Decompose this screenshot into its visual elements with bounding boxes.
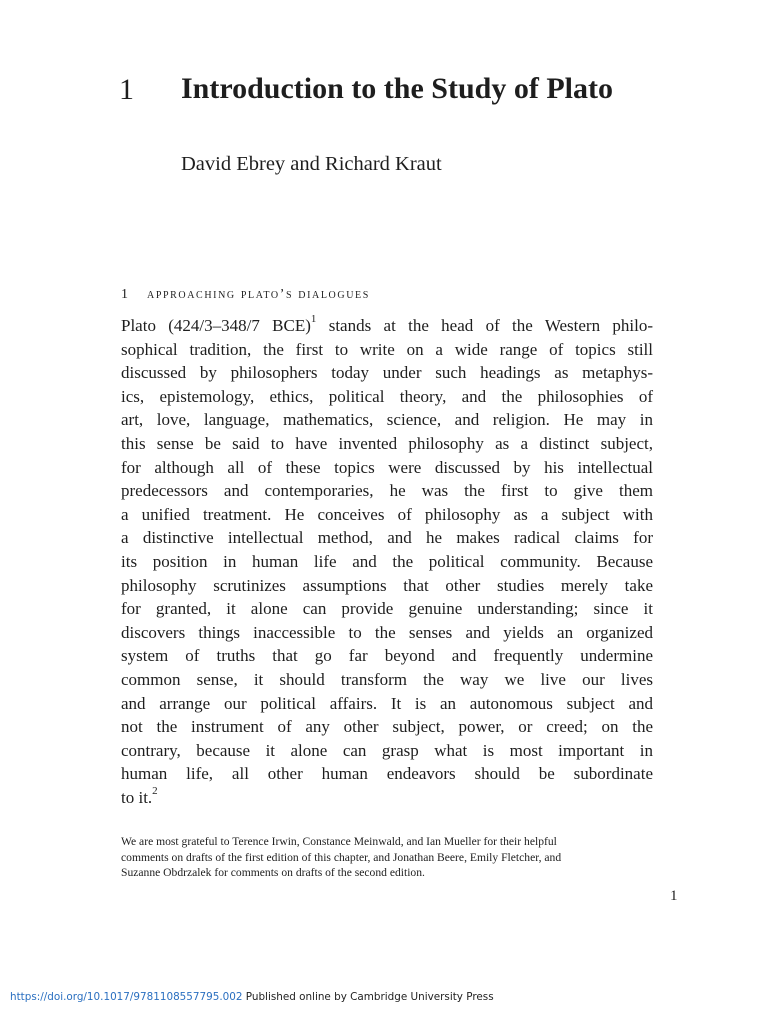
body-line-start: Plato (424/3–348/7 BCE) — [121, 316, 311, 335]
body-line: predecessors and contemporaries, he was the first to give them — [121, 481, 653, 501]
body-line: discovers things inaccessible to the senses and yields an organized — [121, 622, 653, 642]
body-paragraph — [121, 314, 653, 809]
chapter-number: 1 — [119, 73, 134, 106]
publisher-note: Published online by Cambridge University Press — [242, 991, 494, 1003]
footnote-ref[interactable]: 1 — [310, 313, 317, 326]
body-line: common sense, it should transform the way we live our lives — [121, 669, 653, 689]
body-line: a unified treatment. He conceives of philosophy as a subject with — [121, 504, 653, 524]
body-line-rest: stands at the head of the Western philo- — [328, 316, 654, 335]
body-line: its position in human life and the political community. Because — [121, 551, 653, 571]
footnote-line: comments on drafts of the first edition of this chapter, and Jonathan Beere, Emily Fletcher, and — [121, 850, 562, 864]
footnote-ref[interactable]: 2 — [152, 785, 158, 798]
body-line: ics, epistemology, ethics, political theory, and the philosophies of — [121, 386, 653, 406]
body-line: this sense be said to have invented philosophy as a distinct subject, — [121, 433, 653, 453]
body-line: for granted, it alone can provide genuine understanding; since it — [121, 599, 653, 619]
section-title: approaching plato’s dialogues — [147, 287, 370, 302]
page-number: 1 — [670, 888, 678, 904]
chapter-authors: David Ebrey and Richard Kraut — [181, 153, 442, 175]
section-heading — [121, 286, 370, 304]
body-line: human life, all other human endeavors should be subordinate — [121, 764, 653, 784]
body-line: a distinctive intellectual method, and he makes radical claims for — [121, 528, 653, 548]
body-line: contrary, because it alone can grasp what is most important in — [121, 740, 653, 760]
body-line: not the instrument of any other subject, power, or creed; on the — [121, 717, 653, 737]
body-line — [121, 786, 653, 810]
footnote-line: Suzanne Obdrzalek for comments on drafts of the second edition. — [121, 866, 425, 880]
body-line: system of truths that go far beyond and frequently undermine — [121, 646, 653, 666]
footnote-line: We are most grateful to Terence Irwin, Constance Meinwald, and Ian Mueller for their helpful — [121, 835, 557, 848]
body-line: for although all of these topics were discussed by his intellectual — [121, 457, 653, 477]
footer — [10, 990, 494, 1004]
chapter-title: Introduction to the Study of Plato — [181, 72, 613, 105]
body-line: sophical tradition, the first to write on a wide range of topics still — [121, 339, 653, 359]
body-line: philosophy scrutinizes assumptions that other studies merely take — [121, 575, 653, 595]
footnote — [121, 834, 661, 881]
body-line — [121, 314, 653, 338]
body-line: discussed by philosophers today under such headings as metaphys- — [121, 363, 653, 383]
doi-link[interactable]: https://doi.org/10.1017/9781108557795.002 — [10, 991, 243, 1003]
body-line: art, love, language, mathematics, science, and religion. He may in — [121, 410, 653, 430]
body-line-text: to it. — [121, 787, 153, 807]
section-number: 1 — [121, 287, 130, 302]
body-line: and arrange our political affairs. It is an autonomous subject and — [121, 693, 653, 713]
